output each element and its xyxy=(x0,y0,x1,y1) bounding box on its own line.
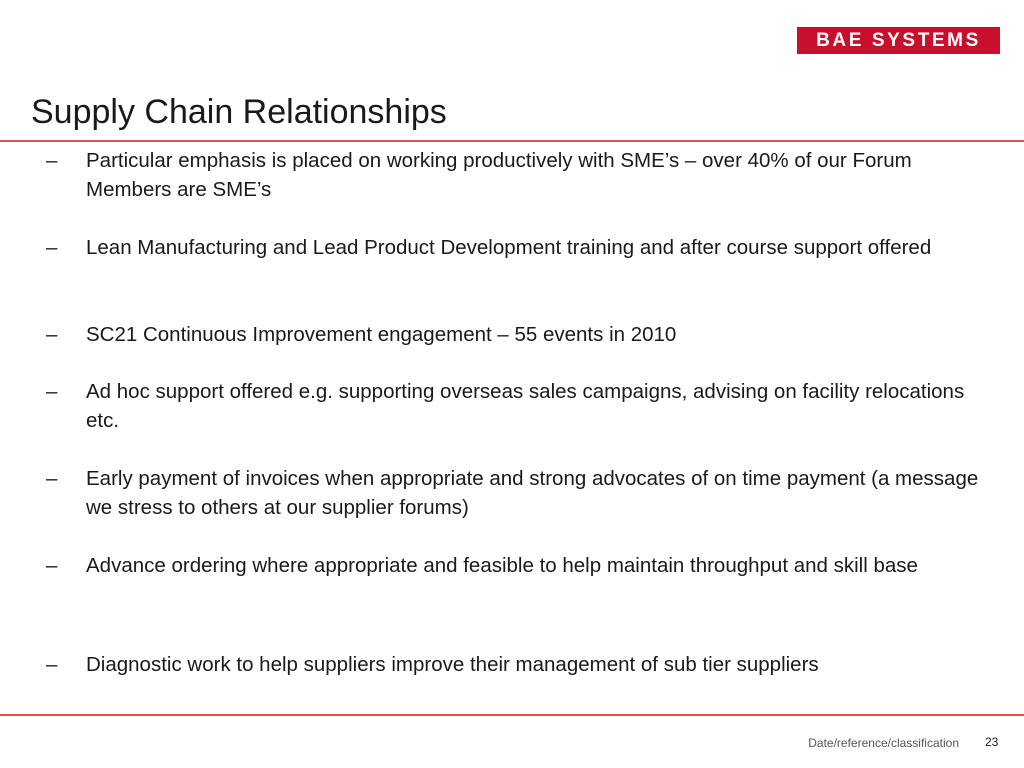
bullet-dash: – xyxy=(46,653,58,676)
bullet-text: Advance ordering where appropriate and feasible to help maintain throughput and skill base xyxy=(86,554,918,577)
bullet-dash: – xyxy=(46,380,58,403)
bullet-dash: – xyxy=(46,467,58,490)
bullet-dash: – xyxy=(46,323,58,346)
bullet-text: Ad hoc support offered e.g. supporting overseas sales campaigns, advising on facility relocations etc. xyxy=(86,380,965,432)
bullet-text: SC21 Continuous Improvement engagement – 55 events in 2010 xyxy=(86,323,677,346)
slide-title: Supply Chain Relationships xyxy=(31,93,447,131)
logo-text: BAE SYSTEMS xyxy=(816,30,981,51)
bullet-text: Early payment of invoices when appropriate and strong advocates of on time payment (a message we stress to others at our supplier forums) xyxy=(86,467,979,519)
bullet-dash: – xyxy=(46,236,58,259)
bullet-text: Lean Manufacturing and Lead Product Development training and after course support offered xyxy=(86,236,932,259)
bullet-dash: – xyxy=(46,554,58,577)
footer-reference: Date/reference/classification xyxy=(808,736,959,750)
footer-divider xyxy=(0,714,1024,716)
bullet-dash: – xyxy=(46,149,58,172)
page-number: 23 xyxy=(985,735,999,749)
bullet-text: Diagnostic work to help suppliers improve their management of sub tier suppliers xyxy=(86,653,819,676)
bullet-text: Particular emphasis is placed on working productively with SME’s – over 40% of our Forum Members are SME’s xyxy=(86,149,912,201)
